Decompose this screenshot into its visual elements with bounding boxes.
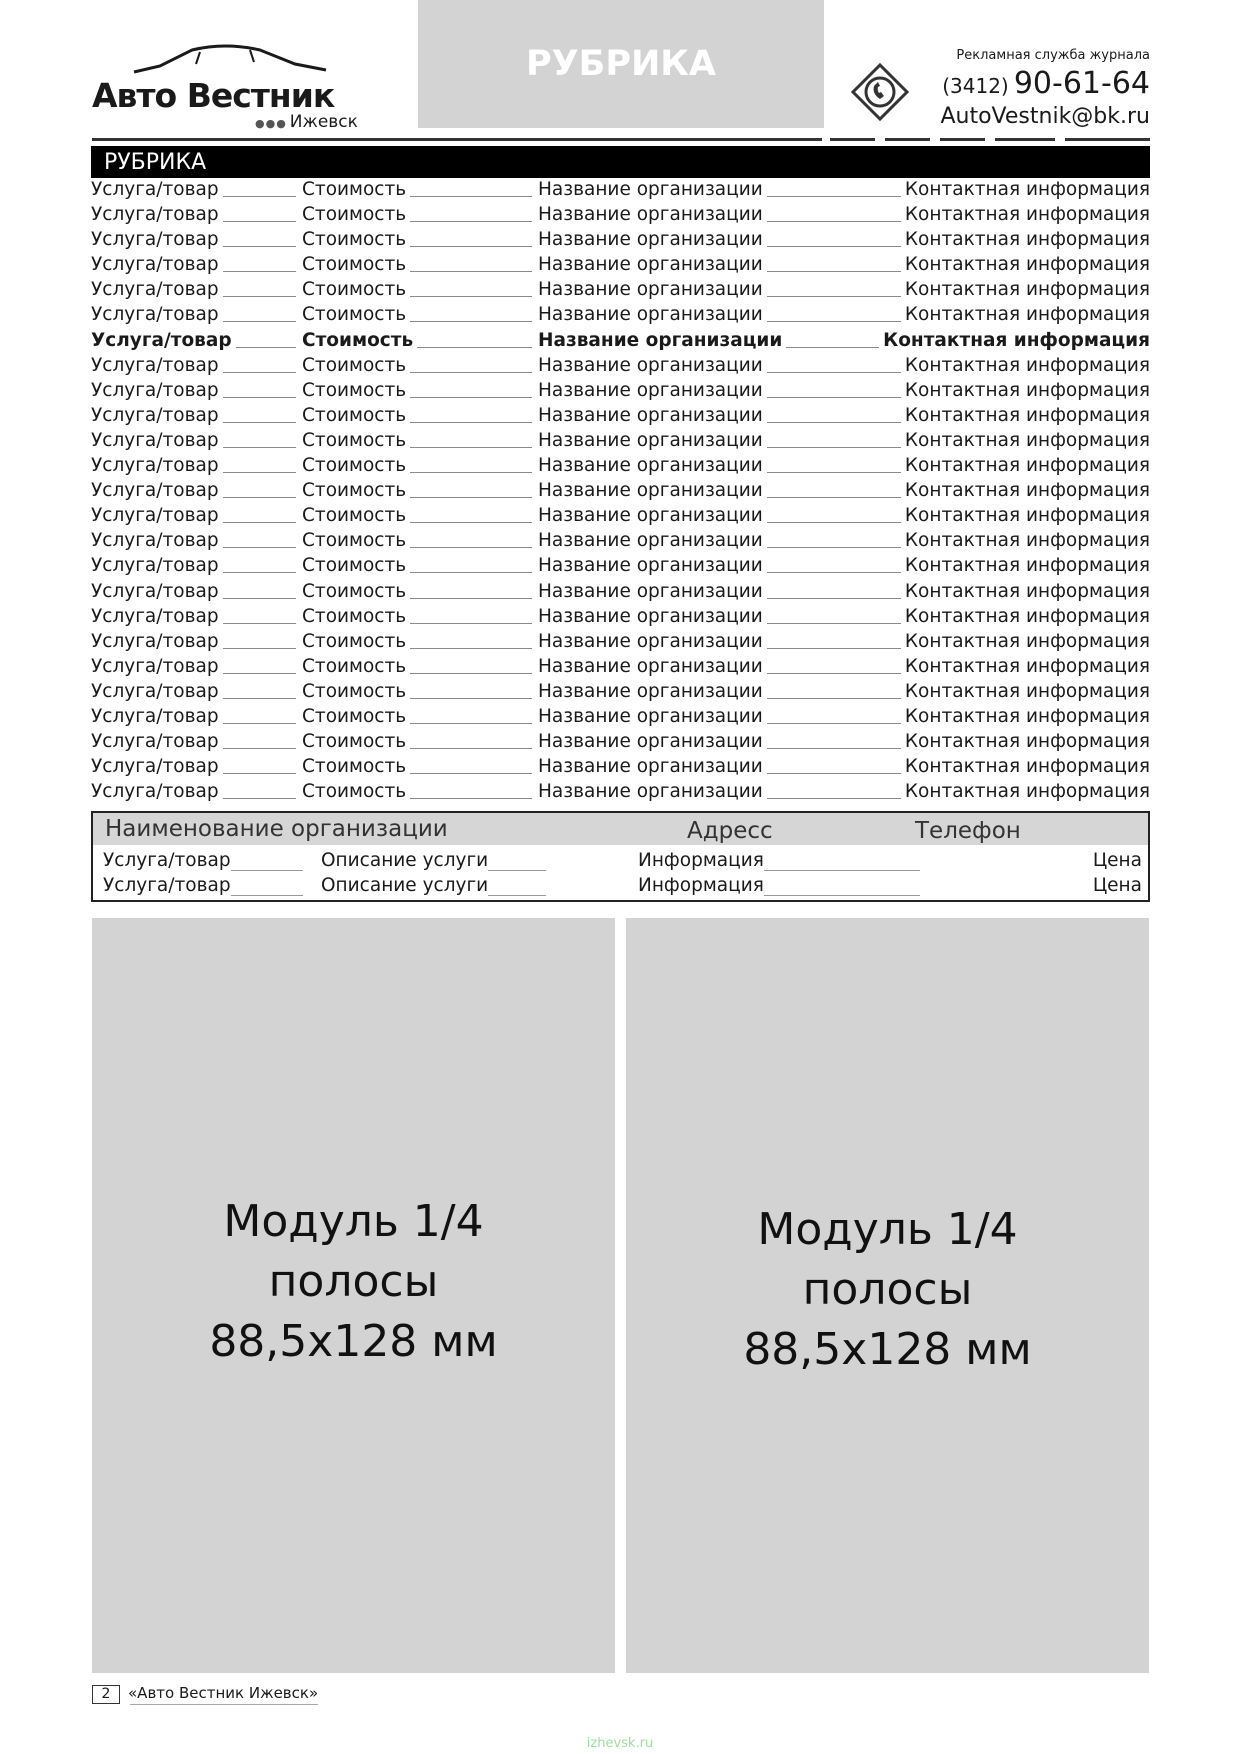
phone-number: (3412) 90-61-64 — [942, 66, 1150, 101]
header-divider-dash — [830, 138, 875, 141]
listing-contact: Контактная информация — [901, 405, 1150, 427]
listing-row — [91, 580, 1150, 605]
listing-service: Услуга/товар — [91, 355, 223, 377]
listing-row — [91, 454, 1150, 479]
listing-contact: Контактная информация — [901, 380, 1150, 402]
badge-icons: ●●● — [255, 117, 287, 130]
listing-organization: Название организации — [538, 179, 767, 201]
listing-row — [91, 605, 1150, 630]
section-title-bar — [91, 146, 1150, 178]
listing-organization: Название организации — [538, 455, 767, 477]
listing-contact: Контактная информация — [901, 204, 1150, 226]
organization-header — [93, 813, 1148, 845]
listing-service: Услуга/товар — [91, 706, 223, 728]
listing-price: Стоимость — [302, 731, 410, 753]
rubric-header-title: РУБРИКА — [526, 44, 716, 84]
listing-contact: Контактная информация — [901, 229, 1150, 251]
listing-row — [91, 303, 1150, 328]
listing-contact: Контактная информация — [901, 681, 1150, 703]
listing-price: Стоимость — [302, 631, 410, 653]
listing-price: Стоимость — [302, 530, 410, 552]
listing-service: Услуга/товар — [91, 179, 223, 201]
listing-service: Услуга/товар — [91, 631, 223, 653]
listing-row — [91, 529, 1150, 554]
listing-service: Услуга/товар — [91, 229, 223, 251]
listing-price: Стоимость — [302, 656, 410, 678]
listing-contact: Контактная информация — [901, 706, 1150, 728]
listing-service: Услуга/товар — [91, 505, 223, 527]
section-title: РУБРИКА — [104, 150, 207, 175]
ad-module-right — [626, 918, 1149, 1673]
listing-organization: Название организации — [538, 505, 767, 527]
listing-price: Стоимость — [302, 279, 410, 301]
ad-module-text: Модуль 1/4 полосы 88,5x128 мм — [743, 1204, 1032, 1375]
listing-service: Услуга/товар — [91, 555, 223, 577]
listing-organization: Название организации — [538, 355, 767, 377]
listing-price: Стоимость — [302, 581, 410, 603]
listing-service: Услуга/товар — [91, 455, 223, 477]
listing-contact: Контактная информация — [901, 631, 1150, 653]
organization-phone: Телефон — [915, 818, 1021, 844]
organization-block — [91, 811, 1150, 902]
listing-contact: Контактная информация — [879, 330, 1150, 352]
listing-service: Услуга/товар — [91, 731, 223, 753]
listing-organization: Название организации — [538, 279, 767, 301]
listing-organization: Название организации — [538, 229, 767, 251]
listing-row — [91, 379, 1150, 404]
listing-contact: Контактная информация — [901, 530, 1150, 552]
listing-service: Услуга/товар — [91, 430, 223, 452]
listing-price: Стоимость — [302, 380, 410, 402]
listing-price: Стоимость — [302, 555, 410, 577]
listing-contact: Контактная информация — [901, 279, 1150, 301]
listing-row — [91, 655, 1150, 680]
listing-price: Стоимость — [302, 505, 410, 527]
listing-contact: Контактная информация — [901, 781, 1150, 803]
listing-organization: Название организации — [538, 781, 767, 803]
listing-organization: Название организации — [538, 656, 767, 678]
listing-price: Стоимость — [302, 781, 410, 803]
listing-organization: Название организации — [538, 631, 767, 653]
listing-contact: Контактная информация — [901, 756, 1150, 778]
listing-contact: Контактная информация — [901, 455, 1150, 477]
listing-organization: Название организации — [538, 405, 767, 427]
listing-service: Услуга/товар — [91, 380, 223, 402]
listing-service: Услуга/товар — [91, 304, 223, 326]
listing-row — [91, 705, 1150, 730]
listing-row — [91, 479, 1150, 504]
listing-service: Услуга/товар — [91, 330, 236, 352]
listing-contact: Контактная информация — [901, 606, 1150, 628]
listing-organization: Название организации — [538, 756, 767, 778]
listing-row — [91, 730, 1150, 755]
listing-contact: Контактная информация — [901, 430, 1150, 452]
listing-contact: Контактная информация — [901, 304, 1150, 326]
listing-service: Услуга/товар — [91, 204, 223, 226]
listing-price: Стоимость — [302, 480, 410, 502]
organization-name: Наименование организации — [105, 816, 448, 842]
listing-row — [91, 203, 1150, 228]
publication-name: «Авто Вестник Ижевск» — [128, 1684, 319, 1702]
listing-organization: Название организации — [538, 304, 767, 326]
listing-row — [91, 755, 1150, 780]
logo-title: Авто Вестник — [92, 76, 335, 115]
listing-service: Услуга/товар — [91, 279, 223, 301]
listing-price: Стоимость — [302, 405, 410, 427]
listing-organization: Название организации — [538, 430, 767, 452]
listing-row — [91, 429, 1150, 454]
listing-organization: Название организации — [538, 581, 767, 603]
contact-block — [850, 46, 1150, 132]
phone-icon — [850, 62, 910, 122]
listing-row — [91, 504, 1150, 529]
car-icon — [130, 44, 330, 76]
listing-contact: Контактная информация — [901, 480, 1150, 502]
ad-module-left — [92, 918, 615, 1673]
header-divider-dash — [995, 138, 1055, 141]
listing-service: Услуга/товар — [91, 530, 223, 552]
page-number: 2 — [92, 1685, 120, 1704]
header-divider-dash — [940, 138, 985, 141]
ad-module-text: Модуль 1/4 полосы 88,5x128 мм — [209, 1196, 498, 1367]
listing-service: Услуга/товар — [91, 405, 223, 427]
page-footer — [92, 1684, 318, 1704]
listing-contact: Контактная информация — [901, 355, 1150, 377]
listing-price: Стоимость — [302, 455, 410, 477]
listing-service: Услуга/товар — [91, 681, 223, 703]
header-divider — [92, 138, 822, 141]
listing-contact: Контактная информация — [901, 656, 1150, 678]
listing-row — [91, 404, 1150, 429]
listing-row — [91, 630, 1150, 655]
listing-price: Стоимость — [302, 430, 410, 452]
watermark: izhevsk.ru — [586, 1736, 654, 1751]
listing-row — [91, 253, 1150, 278]
listing-price: Стоимость — [302, 179, 410, 201]
listing-organization: Название организации — [538, 706, 767, 728]
listing-price: Стоимость — [302, 204, 410, 226]
listing-organization: Название организации — [538, 681, 767, 703]
listing-row — [91, 780, 1150, 805]
listing-price: Стоимость — [302, 254, 410, 276]
listing-contact: Контактная информация — [901, 581, 1150, 603]
listing-row — [91, 178, 1150, 203]
listing-row — [91, 354, 1150, 379]
listing-row — [91, 554, 1150, 579]
email-address: AutoVestnik@bk.ru — [940, 104, 1150, 129]
listing-organization: Название организации — [538, 254, 767, 276]
listing-row — [91, 278, 1150, 303]
listing-price: Стоимость — [302, 706, 410, 728]
listing-row — [91, 680, 1150, 705]
listing-price: Стоимость — [302, 606, 410, 628]
listing-price: Стоимость — [302, 304, 410, 326]
listing-service: Услуга/товар — [91, 781, 223, 803]
listing-price: Стоимость — [302, 355, 410, 377]
listing-organization: Название организации — [538, 330, 786, 352]
listing-row — [91, 329, 1150, 354]
listing-price: Стоимость — [302, 681, 410, 703]
listing-row — [91, 228, 1150, 253]
organization-address: Адресс — [687, 818, 773, 844]
listing-contact: Контактная информация — [901, 731, 1150, 753]
logo — [92, 44, 358, 134]
listing-organization: Название организации — [538, 555, 767, 577]
listing-service: Услуга/товар — [91, 756, 223, 778]
logo-city: ●●● Ижевск — [255, 112, 358, 132]
listing-organization: Название организации — [538, 480, 767, 502]
listing-contact: Контактная информация — [901, 179, 1150, 201]
organization-row: Услуга/товар Описание услуги Информация Цена — [103, 850, 1142, 871]
listing-price: Стоимость — [302, 330, 417, 352]
listing-organization: Название организации — [538, 731, 767, 753]
listing-service: Услуга/товар — [91, 581, 223, 603]
listing-service: Услуга/товар — [91, 606, 223, 628]
listing-service: Услуга/товар — [91, 656, 223, 678]
listing-contact: Контактная информация — [901, 254, 1150, 276]
listing-price: Стоимость — [302, 756, 410, 778]
listing-service: Услуга/товар — [91, 480, 223, 502]
ad-service-label: Рекламная служба журнала — [956, 48, 1150, 63]
listing-contact: Контактная информация — [901, 555, 1150, 577]
header-divider-dash — [1065, 138, 1150, 141]
listing-service: Услуга/товар — [91, 254, 223, 276]
header-divider-dash — [885, 138, 930, 141]
listing-organization: Название организации — [538, 380, 767, 402]
listing-price: Стоимость — [302, 229, 410, 251]
listing-organization: Название организации — [538, 606, 767, 628]
listing-organization: Название организации — [538, 204, 767, 226]
listing-organization: Название организации — [538, 530, 767, 552]
listing-table — [91, 178, 1150, 805]
rubric-header-box — [418, 0, 824, 128]
listing-contact: Контактная информация — [901, 505, 1150, 527]
organization-row: Услуга/товар Описание услуги Информация Цена — [103, 875, 1142, 896]
